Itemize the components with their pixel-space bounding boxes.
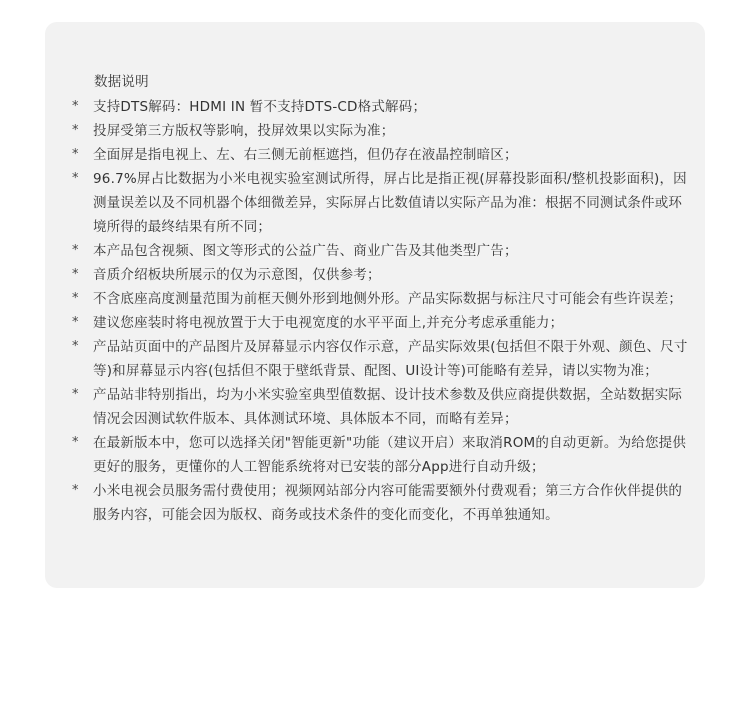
list-item (72, 95, 692, 119)
list-item (72, 143, 692, 167)
list-item (72, 431, 692, 479)
note-text: 建议您座装时将电视放置于大于电视宽度的水平平面上,并充分考虑承重能力； (93, 315, 564, 331)
bullet-marker: * (72, 99, 79, 114)
bullet-marker: * (72, 123, 79, 138)
bullet-marker: * (72, 483, 79, 498)
list-item (72, 239, 692, 263)
note-text: 投屏受第三方版权等影响，投屏效果以实际为准； (93, 123, 395, 139)
note-text: 96.7%屏占比数据为小米电视实验室测试所得，屏占比是指正视(屏幕投影面积/整机投影面积)，因测量误差以及不同机器个体细微差异，实际屏占比数值请以实际产品为准：根据不同测试条件或环境所得的最终结果有所不同； (93, 171, 687, 235)
note-text: 小米电视会员服务需付费使用；视频网站部分内容可能需要额外付费观看；第三方合作伙伴提供的服务内容，可能会因为版权、商务或技术条件的变化而变化，不再单独通知。 (93, 483, 683, 523)
panel-title: 数据说明 (94, 74, 149, 90)
bullet-marker: * (72, 387, 79, 402)
bullet-marker: * (72, 147, 79, 162)
note-text: 产品站非特别指出，均为小米实验室典型值数据、设计技术参数及供应商提供数据，全站数据实际情况会因测试软件版本、具体测试环境、具体版本不同，而略有差异； (93, 387, 683, 427)
note-text: 不含底座高度测量范围为前框天侧外形到地侧外形。产品实际数据与标注尺寸可能会有些许误差； (93, 291, 683, 307)
note-text: 本产品包含视频、图文等形式的公益广告、商业广告及其他类型广告； (93, 243, 518, 259)
note-text: 在最新版本中，您可以选择关闭"智能更新"功能（建议开启）来取消ROM的自动更新。为给您提供更好的服务，更懂你的人工智能系统将对已安装的部分App进行自动升级； (93, 435, 687, 475)
list-item (72, 479, 692, 527)
list-item (72, 287, 692, 311)
list-item (72, 335, 692, 383)
bullet-marker: * (72, 171, 79, 186)
list-item (72, 119, 692, 143)
note-text: 全面屏是指电视上、左、右三侧无前框遮挡，但仍存在液晶控制暗区； (93, 147, 518, 163)
list-item (72, 311, 692, 335)
note-text: 音质介绍板块所展示的仅为示意图，仅供参考； (93, 267, 381, 283)
bullet-marker: * (72, 435, 79, 450)
list-item (72, 167, 692, 239)
bullet-marker: * (72, 243, 79, 258)
list-item (72, 263, 692, 287)
note-text: 支持DTS解码：HDMI IN 暂不支持DTS-CD格式解码； (93, 99, 427, 115)
bullet-marker: * (72, 291, 79, 306)
note-text: 产品站页面中的产品图片及屏幕显示内容仅作示意，产品实际效果(包括但不限于外观、颜色、尺寸等)和屏幕显示内容(包括但不限于壁纸背景、配图、UI设计等)可能略有差异，请以实物为准； (93, 339, 688, 379)
notes-list (72, 95, 692, 527)
bullet-marker: * (72, 339, 79, 354)
list-item (72, 383, 692, 431)
bullet-marker: * (72, 315, 79, 330)
bullet-marker: * (72, 267, 79, 282)
